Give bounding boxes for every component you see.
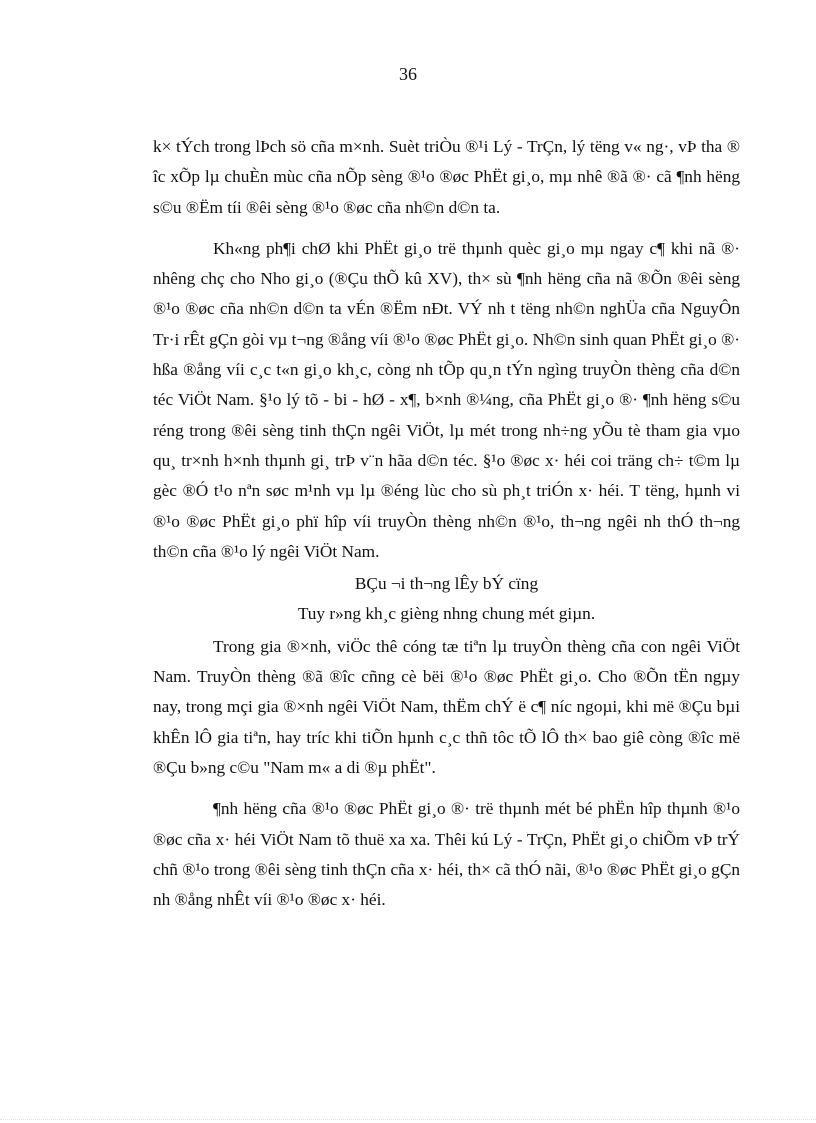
verse-block xyxy=(153,569,740,630)
page-bottom-border xyxy=(0,1119,816,1120)
paragraph-4: ¶nh hëng cña ®¹o ®øc PhËt gi¸o ®· trë thµnh mét bé phËn hîp thµnh ®¹o ®øc cña x· héi ViÖt Nam tõ thuë xa xa. Thêi kú Lý - TrÇn, PhËt gi¸o chiÕm vÞ trÝ chñ ®¹o trong ®êi sèng tinh thÇn cña x· héi, th× cã thÓ nãi, ®¹o ®øc PhËt gi¸o gÇn nh ®ång nhÊt víi ®¹o ®øc x· héi. xyxy=(153,799,740,910)
page-number: 36 xyxy=(399,64,417,84)
verse-line-1: BÇu ¬i th¬ng lÊy bÝ cïng xyxy=(354,574,539,594)
verse-line-2: Tuy r»ng kh¸c gièng nhng chung mét giµn. xyxy=(297,604,596,624)
document-body xyxy=(153,132,740,915)
paragraph-3: Trong gia ®×nh, viÖc thê cóng tæ tiªn lµ truyÒn thèng cña con ngêi ViÖt Nam. TruyÒn thèng ®ã ®îc cñng cè bëi ®¹o ®øc PhËt gi¸o. Cho ®Õn tËn ngµy nay, trong mçi gia ®×nh ngêi ViÖt Nam, thËm chÝ ë c¶ níc ngoµi, khi më ®Çu bµi khÊn lÔ gia tiªn, hay tríc khi tiÕn hµnh c¸c thñ tôc tÕ lÔ th× bao giê còng ®îc më ®Çu b»ng c©u "Nam m« a di ®µ phËt". xyxy=(153,636,740,777)
paragraph-1: k× tÝch trong lÞch sö cña m×nh. Suèt triÒu ®¹i Lý - TrÇn, lý tëng v« ng·, vÞ tha ® îc xÕp lµ chuÈn mùc cña nÕp sèng ®¹o ®øc PhËt gi¸o, mµ nhê ®ã ®· cã ¶nh hëng s©u ®Ëm tíi ®êi sèng ®¹o ®øc cña nh©n d©n ta. xyxy=(153,137,740,217)
paragraph-2: Kh«ng ph¶i chØ khi PhËt gi¸o trë thµnh quèc gi¸o mµ ngay c¶ khi nã ®· nhêng chç cho Nho gi¸o (®Çu thÕ kû XV), th× sù ¶nh hëng cña nã ®Õn ®êi sèng ®¹o ®øc cña nh©n d©n ta vÉn ®Ëm nÐt. VÝ nh t tëng nh©n nghÜa cña NguyÔn Tr·i rÊt gÇn gòi vµ t¬ng ®ång víi ®¹o ®øc PhËt gi¸o. Nh©n sinh quan PhËt gi¸o ®· hßa ®ång víi c¸c t«n gi¸o kh¸c, còng nh tÕp qu¸n tÝn ngìng truyÒn thèng cña d©n téc ViÖt Nam. §¹o lý tõ - bi - hØ - x¶, b×nh ®¼ng, cña PhËt gi¸o ®· ¶nh hëng s©u réng trong ®êi sèng tinh thÇn ngêi ViÖt, lµ mét trong nh÷ng yÕu tè tham gia vµo qu¸ tr×nh h×nh thµnh gi¸ trÞ v¨n hãa d©n téc. §¹o ®øc x· héi coi träng ch÷ t©m lµ gèc ®Ó t¹o nªn søc m¹nh vµ lµ ®éng lùc cho sù ph¸t triÓn x· héi. T tëng, hµnh vi ®¹o ®øc PhËt gi¸o phï hîp víi truyÒn thèng nh©n ®¹o, th¬ng ngêi nh thÓ th¬ng th©n cña ®¹o lý ngêi ViÖt Nam. xyxy=(153,238,740,561)
